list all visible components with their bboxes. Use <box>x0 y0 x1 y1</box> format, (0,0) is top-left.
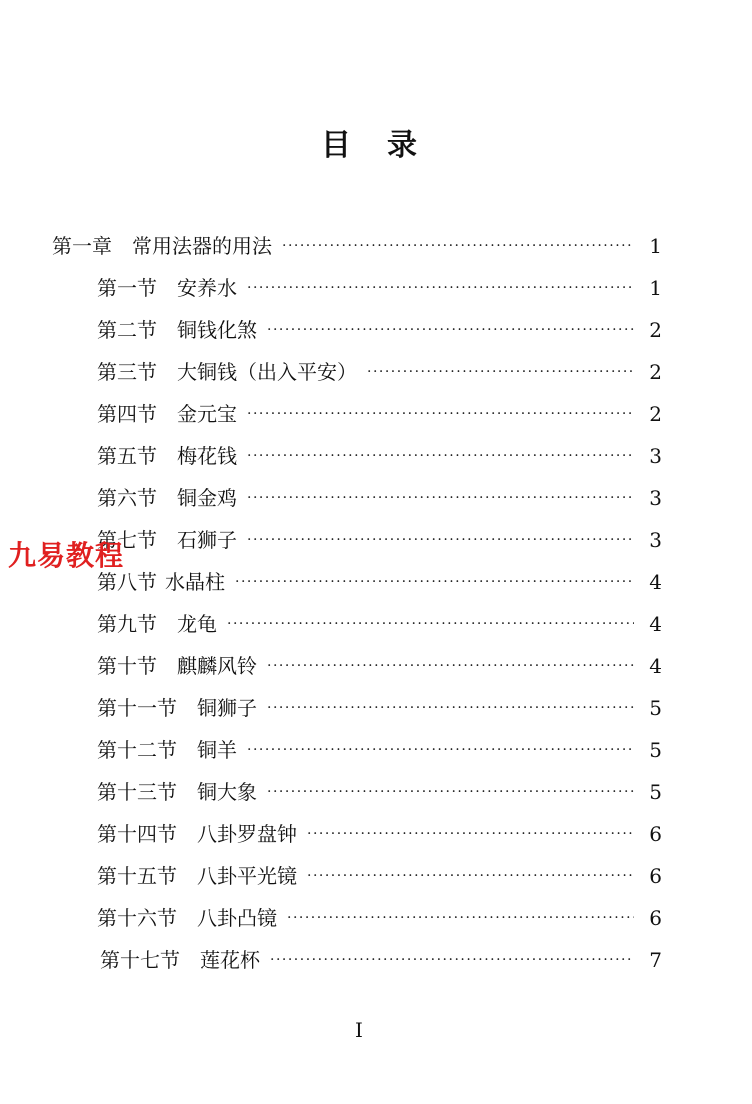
toc-leader-dots <box>267 310 634 350</box>
toc-leader-dots <box>247 394 634 434</box>
toc-title: 常用法器的用法 <box>132 234 272 258</box>
toc-label: 第一章 <box>52 234 112 258</box>
toc-entry[interactable] <box>97 478 662 518</box>
toc-leader-dots <box>267 772 634 812</box>
toc-entry[interactable] <box>97 310 662 350</box>
toc-label: 第七节 <box>97 528 157 552</box>
toc-page-number: 5 <box>649 738 662 762</box>
toc-label: 第十三节 <box>97 780 177 804</box>
toc-page-number: 3 <box>649 486 662 510</box>
toc-row-section-15[interactable] <box>0 856 752 896</box>
toc-leader-dots <box>267 646 634 686</box>
toc-page-number: 3 <box>649 528 662 552</box>
toc-row-section-5[interactable] <box>0 436 752 476</box>
toc-entry[interactable] <box>97 688 662 728</box>
toc-page-number: 5 <box>649 696 662 720</box>
toc-row-section-14[interactable] <box>0 814 752 854</box>
toc-title: 莲花杯 <box>200 948 260 972</box>
toc-title: 铜羊 <box>197 738 237 762</box>
toc-leader-dots <box>270 940 634 980</box>
toc-label: 第二节 <box>97 318 157 342</box>
toc-entry[interactable] <box>97 352 662 392</box>
toc-page-number: 1 <box>649 234 662 258</box>
toc-entry[interactable] <box>97 730 662 770</box>
toc-row-section-4[interactable] <box>0 394 752 434</box>
toc-entry[interactable] <box>52 226 662 266</box>
toc-label: 第十一节 <box>97 696 177 720</box>
toc-row-section-3[interactable] <box>0 352 752 392</box>
toc-title: 铜钱化煞 <box>177 318 257 342</box>
toc-title: 八卦凸镜 <box>197 906 277 930</box>
toc-leader-dots <box>282 226 634 266</box>
toc-row-section-16[interactable] <box>0 898 752 938</box>
toc-row-section-1[interactable] <box>0 268 752 308</box>
toc-page-number: 2 <box>649 360 662 384</box>
toc-entry[interactable] <box>97 520 662 560</box>
toc-label: 第一节 <box>97 276 157 300</box>
toc-row-section-11[interactable] <box>0 688 752 728</box>
toc-label: 第十四节 <box>97 822 177 846</box>
toc-page-number: 6 <box>649 906 662 930</box>
toc-label: 第十六节 <box>97 906 177 930</box>
toc-page-number: 5 <box>649 780 662 804</box>
toc-title: 麒麟风铃 <box>177 654 257 678</box>
toc-row-section-2[interactable] <box>0 310 752 350</box>
toc-leader-dots <box>307 856 634 896</box>
toc-entry[interactable] <box>97 646 662 686</box>
toc-title: 铜狮子 <box>197 696 257 720</box>
toc-leader-dots <box>307 814 634 854</box>
toc-row-section-13[interactable] <box>0 772 752 812</box>
page-number: I <box>355 1018 363 1042</box>
toc-title: 金元宝 <box>177 402 237 426</box>
toc-entry[interactable] <box>100 940 662 980</box>
toc-leader-dots <box>227 604 634 644</box>
toc-page-number: 1 <box>649 276 662 300</box>
toc-entry[interactable] <box>97 394 662 434</box>
toc-entry[interactable] <box>97 604 662 644</box>
toc-title: 安养水 <box>177 276 237 300</box>
toc-page-number: 2 <box>649 318 662 342</box>
toc-leader-dots <box>247 730 634 770</box>
toc-title: 梅花钱 <box>177 444 237 468</box>
toc-entry[interactable] <box>97 436 662 476</box>
toc-page-number: 2 <box>649 402 662 426</box>
toc-entry[interactable] <box>97 856 662 896</box>
toc-leader-dots <box>247 268 634 308</box>
toc-label: 第十二节 <box>97 738 177 762</box>
toc-title: 龙龟 <box>177 612 217 636</box>
toc-entry[interactable] <box>97 772 662 812</box>
toc-title: 石狮子 <box>177 528 237 552</box>
toc-page-number: 3 <box>649 444 662 468</box>
toc-label: 第九节 <box>97 612 157 636</box>
toc-page-number: 6 <box>649 864 662 888</box>
toc-page-number: 4 <box>649 612 662 636</box>
toc-title: 铜大象 <box>197 780 257 804</box>
toc-title: 水晶柱 <box>165 570 225 594</box>
toc-entry[interactable] <box>97 562 662 602</box>
toc-row-section-6[interactable] <box>0 478 752 518</box>
toc-leader-dots <box>287 898 634 938</box>
toc-leader-dots <box>247 520 634 560</box>
toc-leader-dots <box>367 352 634 392</box>
toc-leader-dots <box>247 436 634 476</box>
toc-title: 八卦罗盘钟 <box>197 822 297 846</box>
toc-label: 第十节 <box>97 654 157 678</box>
toc-label: 第五节 <box>97 444 157 468</box>
toc-leader-dots <box>247 478 634 518</box>
toc-leader-dots <box>235 562 634 602</box>
toc-leader-dots <box>267 688 634 728</box>
toc-entry[interactable] <box>97 268 662 308</box>
toc-page-number: 6 <box>649 822 662 846</box>
toc-label: 第八节 <box>97 570 157 594</box>
toc-label: 第十七节 <box>100 948 180 972</box>
toc-row-chapter-1[interactable] <box>0 226 752 266</box>
toc-row-section-10[interactable] <box>0 646 752 686</box>
toc-row-section-17[interactable] <box>0 940 752 980</box>
toc-title: 大铜钱（出入平安） <box>177 360 357 384</box>
toc-page-number: 7 <box>649 948 662 972</box>
toc-title: 铜金鸡 <box>177 486 237 510</box>
toc-row-section-12[interactable] <box>0 730 752 770</box>
toc-title: 八卦平光镜 <box>197 864 297 888</box>
toc-page-number: 4 <box>649 570 662 594</box>
page-title <box>0 120 740 164</box>
title-char-1: 目 <box>321 128 353 163</box>
toc-label: 第六节 <box>97 486 157 510</box>
toc-row-section-9[interactable] <box>0 604 752 644</box>
toc-label: 第三节 <box>97 360 157 384</box>
toc-entry[interactable] <box>97 814 662 854</box>
toc-page-number: 4 <box>649 654 662 678</box>
title-char-2: 录 <box>387 128 419 163</box>
toc-label: 第十五节 <box>97 864 177 888</box>
watermark-text: 九易教程 <box>8 539 125 572</box>
toc-entry[interactable] <box>97 898 662 938</box>
toc-label: 第四节 <box>97 402 157 426</box>
